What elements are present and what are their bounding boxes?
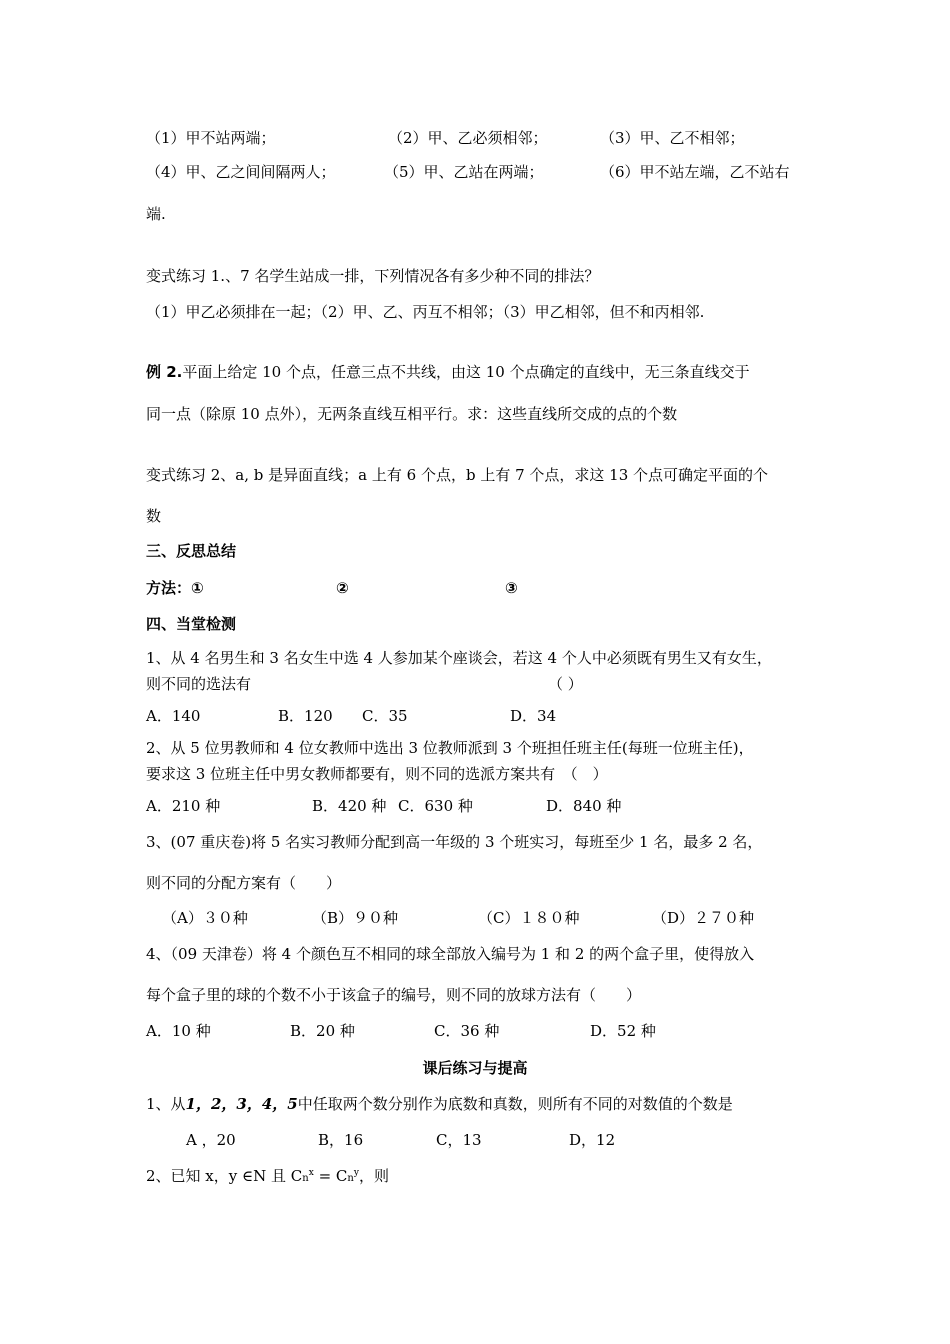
example2-line1	[146, 362, 750, 382]
cond-4: （4）甲、乙之间间隔两人；	[146, 163, 336, 181]
after-q1-line	[146, 1094, 733, 1114]
q3-line2: 则不同的分配方案有（ ）	[146, 874, 342, 892]
variant1-items: （1）甲乙必须排在一起；（2）甲、乙、丙互不相邻；（3）甲乙相邻，但不和丙相邻.	[146, 303, 705, 321]
q3-line1: 3、(07 重庆卷)将 5 名实习教师分配到高一年级的 3 个班实习，每班至少 1 名，最多 2 名，	[146, 833, 763, 851]
after-q1-prefix: 1、从	[146, 1095, 186, 1113]
variant2-line1: 变式练习 2、a, b 是异面直线；a 上有 6 个点，b 上有 7 个点，求这 13 个点可确定平面的个	[146, 466, 769, 484]
q2-option-d: D．840 种	[546, 797, 622, 815]
q1-line1: 1、从 4 名男生和 3 名女生中选 4 人参加某个座谈会，若这 4 个人中必须既有男生又有女生，	[146, 649, 772, 667]
after-q2-mid: = C	[313, 1167, 348, 1185]
q3-option-c: （C）１８０种	[478, 909, 580, 927]
method-3: ③	[505, 579, 518, 597]
example2-label: 例 2.	[146, 363, 183, 381]
after-q2-line	[146, 1166, 389, 1189]
after-q2-prefix: 2、已知 x，y ∈N 且 C	[146, 1167, 303, 1185]
after-q2-sub1: n	[302, 1173, 309, 1184]
q1-line2: 则不同的选法有	[146, 675, 252, 693]
after-q1-option-b: B，16	[318, 1131, 364, 1149]
q3-option-a: （A）３０种	[162, 909, 248, 927]
after-q1-numbers: 1，2，3，4，5	[185, 1095, 298, 1113]
example2-line2: 同一点（除原 10 点外），无两条直线互相平行。求：这些直线所交成的点的个数	[146, 405, 678, 423]
after-q2-suffix: ，则	[358, 1167, 389, 1185]
cond-6: （6）甲不站左端，乙不站右	[600, 163, 790, 181]
after-class-title: 课后练习与提高	[422, 1059, 528, 1077]
cond-5: （5）甲、乙站在两端；	[384, 163, 544, 181]
q1-answer-paren: （ ）	[548, 675, 583, 693]
q1-option-c: C．35	[362, 707, 408, 725]
example2-text: 平面上给定 10 个点，任意三点不共线，由这 10 个点确定的直线中，无三条直线交于	[182, 363, 750, 381]
method-label: 方法：①	[146, 579, 204, 597]
method-2: ②	[336, 579, 349, 597]
after-q1-option-a: A ，20	[186, 1131, 236, 1149]
variant2-line2: 数	[146, 507, 162, 525]
q2-line2: 要求这 3 位班主任中男女教师都要有，则不同的选派方案共有 （ ）	[146, 765, 608, 783]
q2-option-b: B．420 种	[312, 797, 387, 815]
q2-option-a: A．210 种	[146, 797, 221, 815]
after-q2-sup1: x	[308, 1168, 314, 1178]
after-q2-sub2: n	[347, 1173, 354, 1184]
cond-2: （2）甲、乙必须相邻；	[388, 129, 548, 147]
cond-6-cont: 端.	[146, 205, 166, 223]
section3-title: 三、反思总结	[146, 542, 237, 560]
q3-option-b: （B）９０种	[312, 909, 399, 927]
variant1-title: 变式练习 1.、7 名学生站成一排，下列情况各有多少种不同的排法？	[146, 267, 600, 285]
q2-option-c: C．630 种	[398, 797, 473, 815]
q4-line2: 每个盒子里的球的个数不小于该盒子的编号，则不同的放球方法有（ ）	[146, 986, 642, 1004]
q4-option-a: A．10 种	[146, 1022, 211, 1040]
after-q1-option-d: D，12	[569, 1131, 616, 1149]
after-q2-sup2: y	[353, 1168, 359, 1178]
q1-option-a: A．140	[146, 707, 201, 725]
q1-option-d: D．34	[510, 707, 557, 725]
q1-option-b: B．120	[278, 707, 333, 725]
cond-1: （1）甲不站两端；	[146, 129, 276, 147]
after-q1-suffix: 中任取两个数分别作为底数和真数，则所有不同的对数值的个数是	[297, 1095, 733, 1113]
q2-line1: 2、从 5 位男教师和 4 位女教师中选出 3 位教师派到 3 个班担任班主任(每班一位班主任)，	[146, 739, 754, 757]
q4-option-b: B．20 种	[290, 1022, 355, 1040]
section4-title: 四、当堂检测	[146, 615, 237, 633]
q3-option-d: （D）２７０种	[652, 909, 755, 927]
after-q1-option-c: C，13	[436, 1131, 482, 1149]
cond-3: （3）甲、乙不相邻；	[600, 129, 745, 147]
q4-line1: 4、（09 天津卷）将 4 个颜色互不相同的球全部放入编号为 1 和 2 的两个盒子里，使得放入	[146, 945, 755, 963]
q4-option-d: D．52 种	[590, 1022, 656, 1040]
q4-option-c: C．36 种	[434, 1022, 500, 1040]
